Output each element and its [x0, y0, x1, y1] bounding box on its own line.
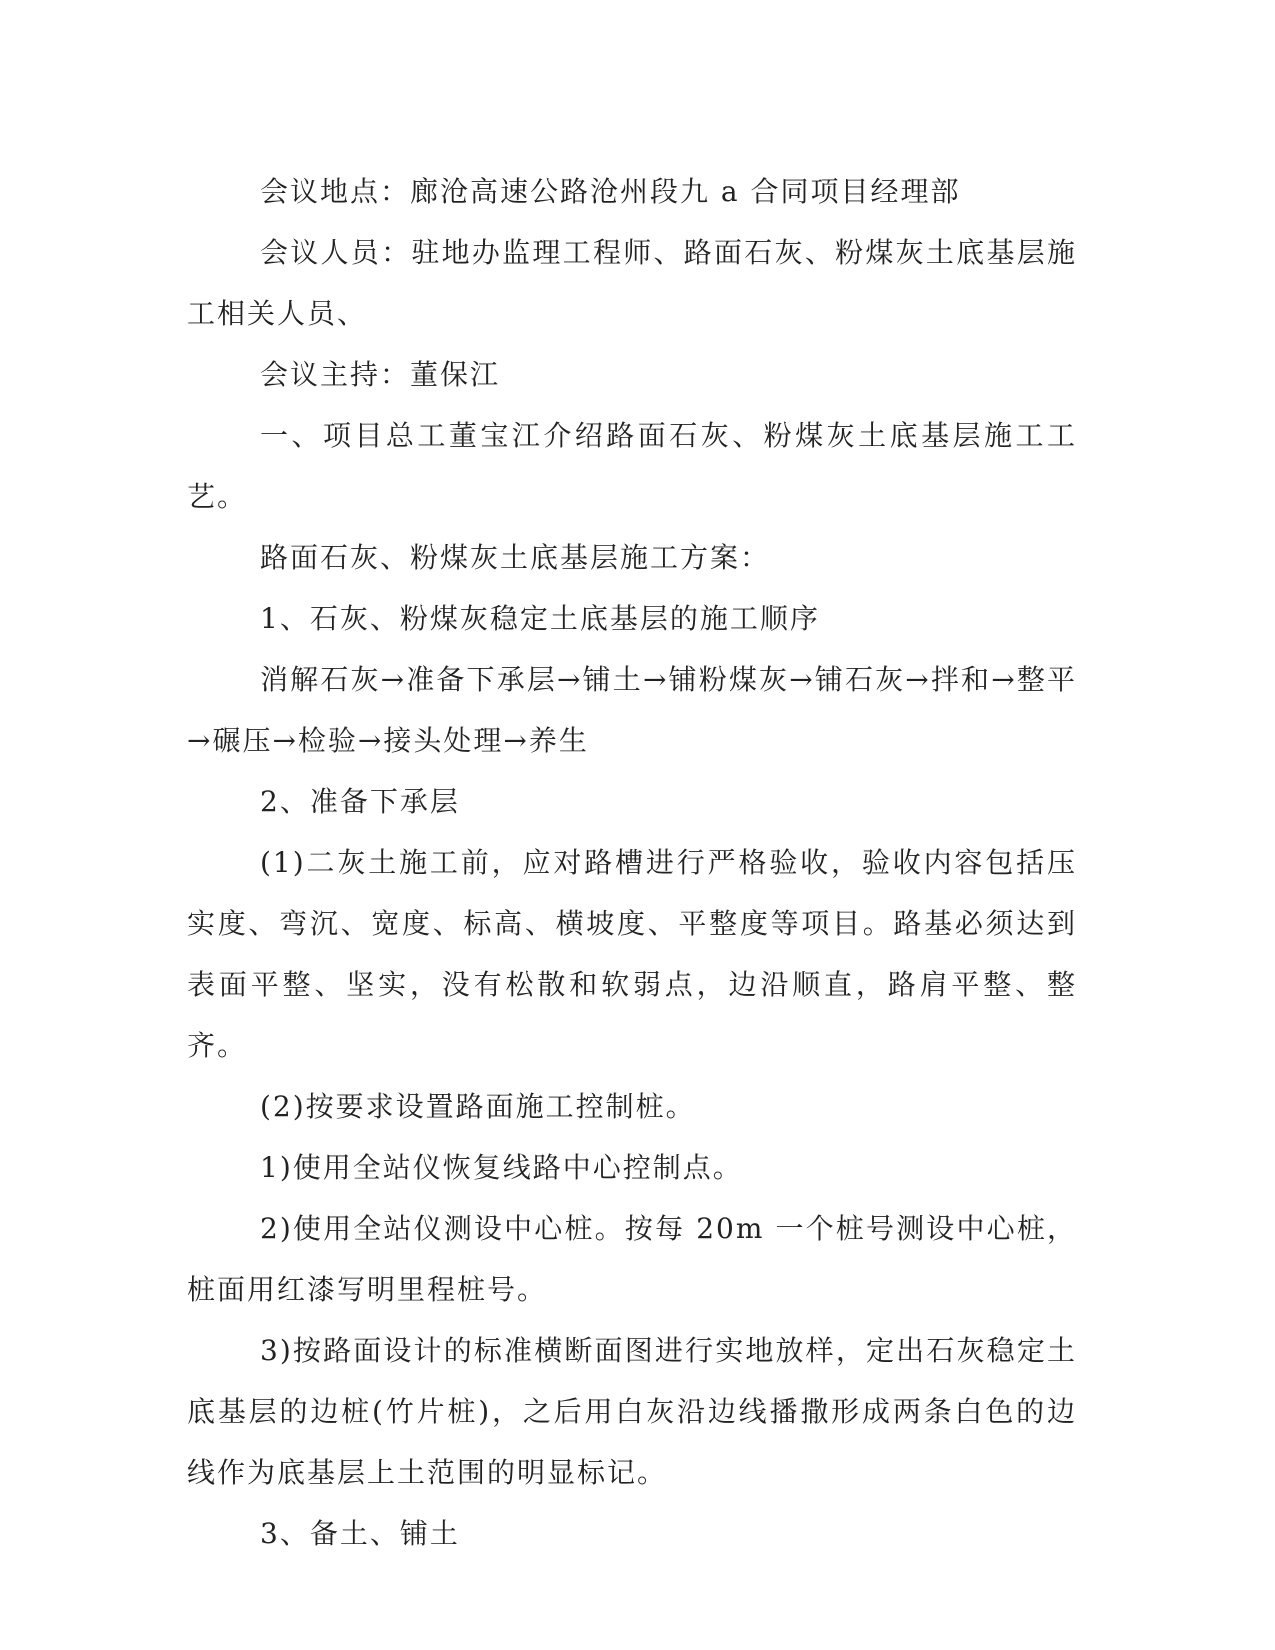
paragraph-section-1-heading: 一、项目总工董宝江介绍路面石灰、粉煤灰土底基层施工工艺。	[187, 419, 1077, 513]
paragraph-item-2-control-piles: (2)按要求设置路面施工控制桩。	[260, 1090, 696, 1123]
paragraph-subitem-2: 2)使用全站仪测设中心桩。按每 20m 一个桩号测设中心桩，桩面用红漆写明里程桩号。	[187, 1212, 1077, 1306]
paragraph-step-3-heading: 3、备土、铺土	[260, 1517, 460, 1550]
paragraph-step-1-heading: 1、石灰、粉煤灰稳定土底基层的施工顺序	[260, 602, 820, 635]
paragraph-subitem-3: 3)按路面设计的标准横断面图进行实地放样，定出石灰稳定土底基层的边桩(竹片桩)，之后用白灰沿边线播撒形成两条白色的边线作为底基层上土范围的明显标记。	[187, 1334, 1077, 1489]
paragraph-meeting-location: 会议地点：廊沧高速公路沧州段九 a 合同项目经理部	[260, 175, 961, 208]
document-body	[187, 161, 1077, 1564]
paragraph-step-2-heading: 2、准备下承层	[260, 785, 460, 818]
paragraph-construction-plan-title: 路面石灰、粉煤灰土底基层施工方案：	[260, 541, 771, 574]
paragraph-meeting-host: 会议主持：董保江	[260, 358, 501, 391]
paragraph-item-1-inspection: (1)二灰土施工前，应对路槽进行严格验收，验收内容包括压实度、弯沉、宽度、标高、横坡度、平整度等项目。路基必须达到表面平整、坚实，没有松散和软弱点，边沿顺直，路肩平整、整齐。	[187, 846, 1077, 1062]
paragraph-construction-sequence: 消解石灰→准备下承层→铺土→铺粉煤灰→铺石灰→拌和→整平→碾压→检验→接头处理→养生	[187, 663, 1077, 757]
paragraph-subitem-1: 1)使用全站仪恢复线路中心控制点。	[260, 1151, 743, 1184]
paragraph-meeting-attendees: 会议人员：驻地办监理工程师、路面石灰、粉煤灰土底基层施工相关人员、	[187, 236, 1077, 330]
